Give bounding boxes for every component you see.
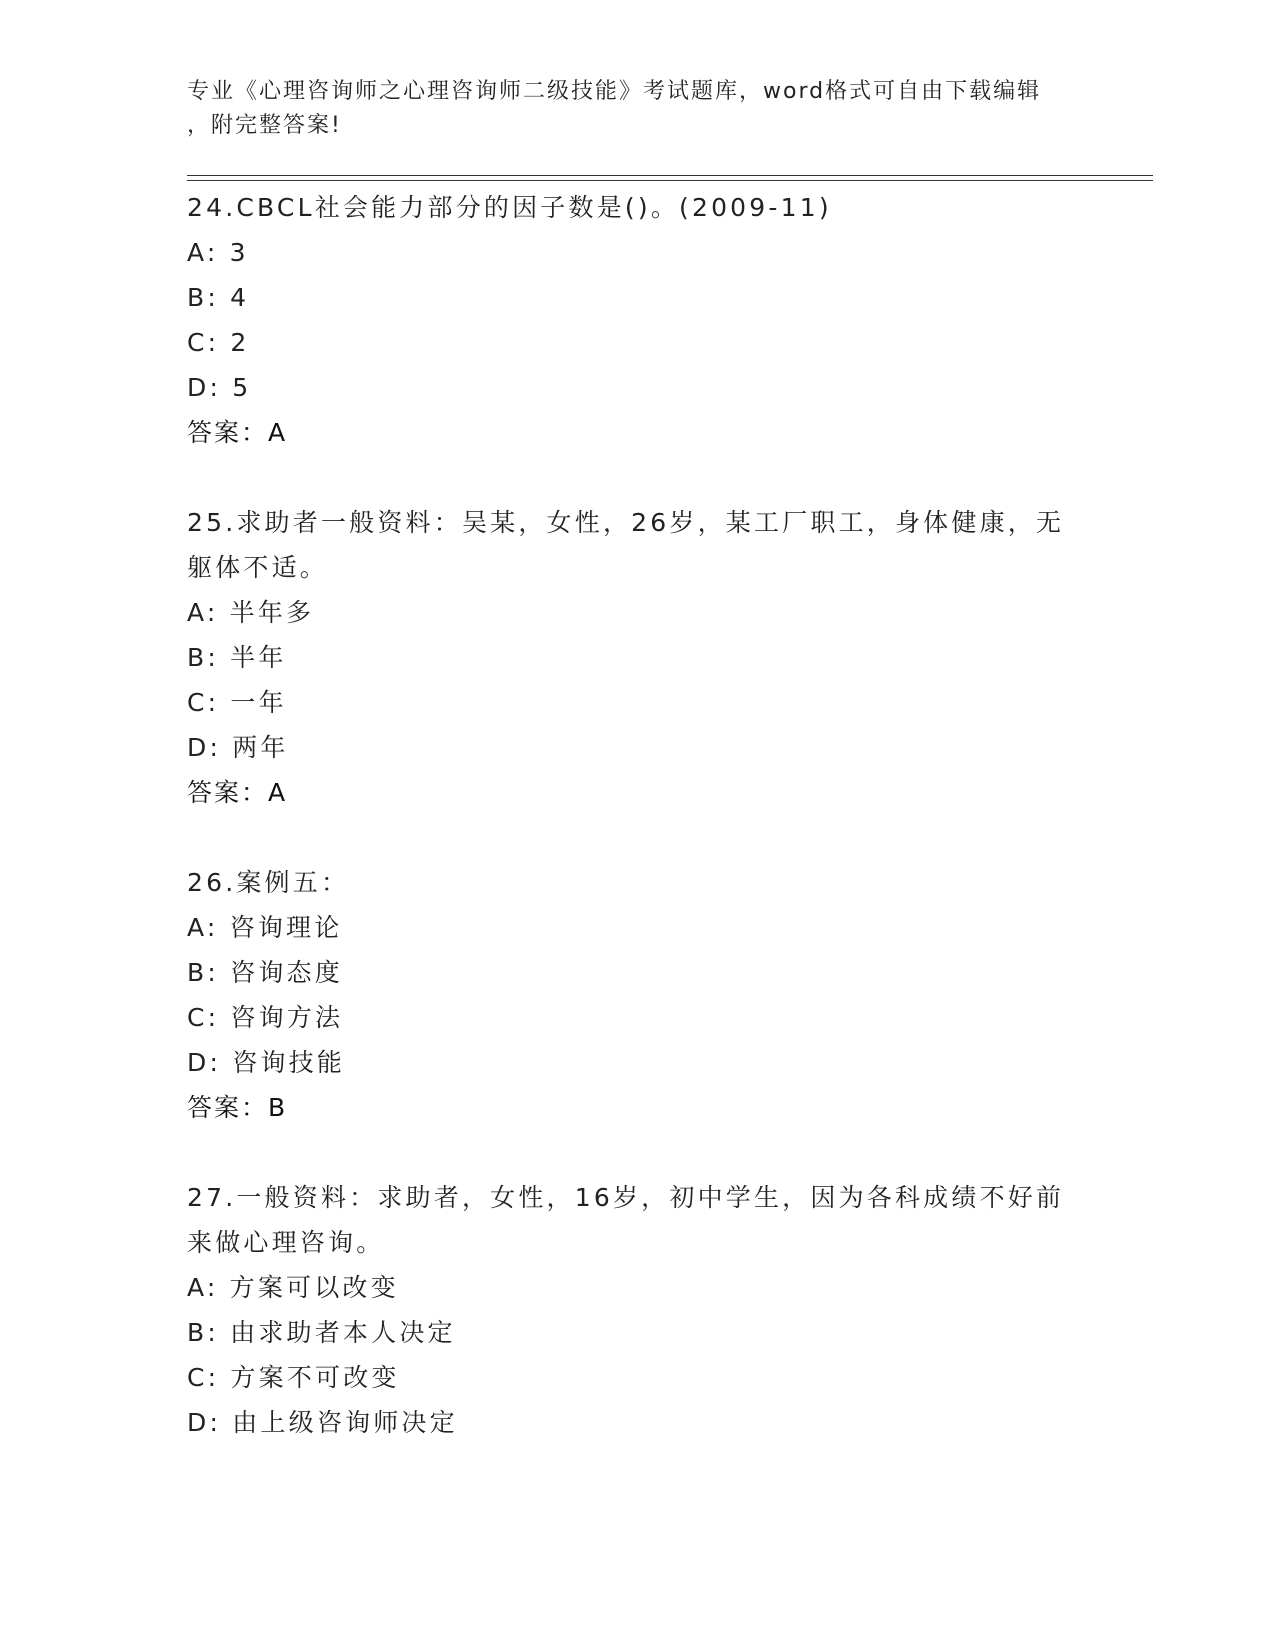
question-24-stem: 24.CBCL社会能力部分的因子数是()。(2009-11) (187, 193, 832, 222)
question-26-stem: 26.案例五： (187, 868, 350, 897)
question-24-answer: 答案：A (187, 418, 288, 447)
question-27-stem-line1: 27.一般资料：求助者，女性，16岁，初中学生，因为各科成绩不好前 (187, 1183, 1065, 1212)
question-26-option-d: D: 咨询技能 (187, 1048, 346, 1077)
question-26-option-b: B: 咨询态度 (187, 958, 343, 987)
question-27-option-b: B: 由求助者本人决定 (187, 1318, 456, 1347)
question-26-answer: 答案：B (187, 1093, 288, 1122)
question-25-stem-line2: 躯体不适。 (187, 553, 329, 582)
question-26-option-c: C: 咨询方法 (187, 1003, 344, 1032)
header-divider-top (187, 175, 1153, 176)
question-24-option-d: D: 5 (187, 373, 252, 402)
question-25-option-b: B: 半年 (187, 643, 287, 672)
question-25-option-c: C: 一年 (187, 688, 287, 717)
header-divider-bottom (187, 180, 1153, 181)
question-27-option-a: A: 方案可以改变 (187, 1273, 399, 1302)
question-25-option-d: D: 两年 (187, 733, 289, 762)
question-25-option-a: A: 半年多 (187, 598, 315, 627)
question-26-option-a: A: 咨询理论 (187, 913, 343, 942)
header-title-line2: ，附完整答案! (187, 113, 342, 138)
header-title-line1: 专业《心理咨询师之心理咨询师二级技能》考试题库，word格式可自由下载编辑 (187, 79, 1042, 104)
question-24-option-b: B: 4 (187, 283, 250, 312)
question-27-option-d: D: 由上级咨询师决定 (187, 1408, 458, 1437)
question-24-option-c: C: 2 (187, 328, 250, 357)
question-27-stem-line2: 来做心理咨询。 (187, 1228, 385, 1257)
question-25-answer: 答案：A (187, 778, 288, 807)
question-25-stem-line1: 25.求助者一般资料：吴某，女性，26岁，某工厂职工，身体健康，无 (187, 508, 1065, 537)
question-27-option-c: C: 方案不可改变 (187, 1363, 400, 1392)
question-24-option-a: A: 3 (187, 238, 249, 267)
